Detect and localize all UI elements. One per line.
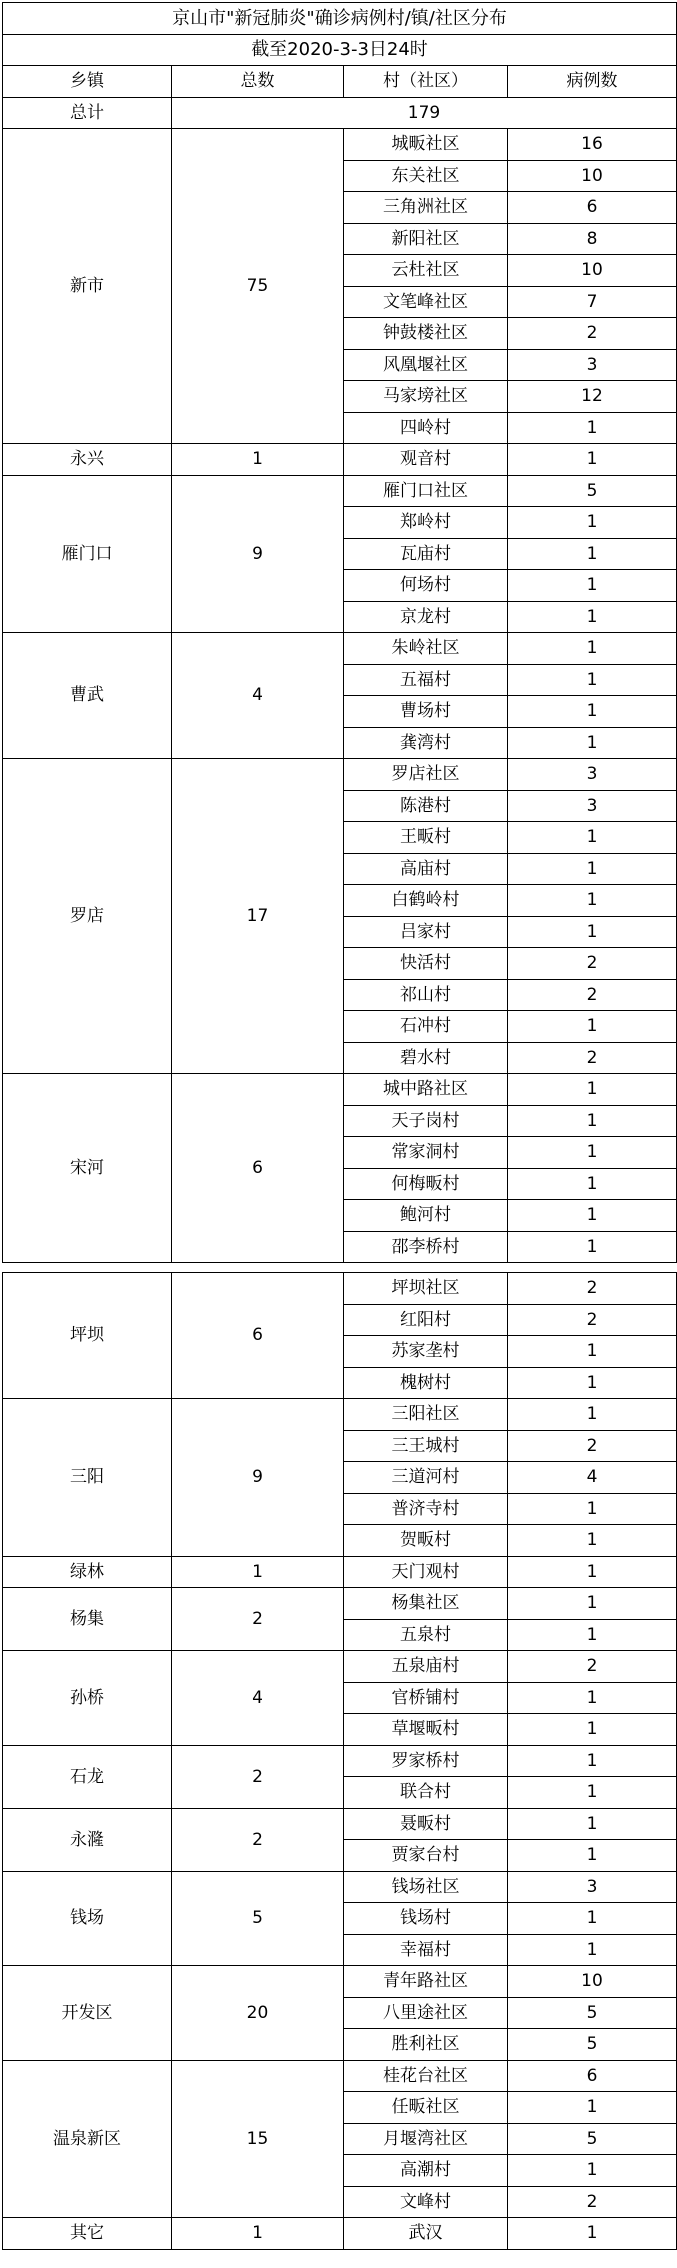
village-name: 月堰湾社区 [343, 2123, 508, 2155]
village-cases: 1 [507, 916, 677, 948]
village-name: 三角洲社区 [343, 191, 508, 224]
village-cases: 7 [507, 286, 677, 318]
village-cases: 2 [507, 979, 677, 1011]
town-name: 杨集 [2, 1587, 172, 1651]
village-name: 城畈社区 [343, 128, 508, 161]
town-name: 孙桥 [2, 1650, 172, 1746]
village-name: 三道河村 [343, 1461, 508, 1494]
village-cases: 1 [507, 853, 677, 885]
village-name: 罗家桥村 [343, 1745, 508, 1777]
village-name: 胜利社区 [343, 2028, 508, 2061]
village-cases: 1 [507, 2217, 677, 2250]
village-cases: 12 [507, 380, 677, 413]
village-cases: 8 [507, 223, 677, 255]
village-cases: 5 [507, 1997, 677, 2029]
village-cases: 1 [507, 1556, 677, 1588]
village-cases: 2 [507, 317, 677, 350]
village-name: 贺畈村 [343, 1524, 508, 1557]
village-cases: 1 [507, 695, 677, 728]
town-name: 永漋 [2, 1808, 172, 1872]
village-name: 普济寺村 [343, 1493, 508, 1525]
village-cases: 2 [507, 1042, 677, 1074]
village-cases: 2 [507, 1650, 677, 1683]
town-total: 6 [171, 1073, 344, 1263]
village-name: 京龙村 [343, 601, 508, 633]
village-cases: 1 [507, 1335, 677, 1368]
town-total: 2 [171, 1587, 344, 1651]
village-cases: 6 [507, 191, 677, 224]
town-total: 1 [171, 2217, 344, 2250]
town-name: 其它 [2, 2217, 172, 2250]
total-label: 总计 [2, 97, 172, 129]
village-name: 五泉庙村 [343, 1650, 508, 1683]
town-total: 6 [171, 1272, 344, 1399]
header-town: 乡镇 [2, 65, 172, 98]
village-name: 杨集社区 [343, 1587, 508, 1620]
village-name: 官桥铺村 [343, 1682, 508, 1714]
village-name: 雁门口社区 [343, 475, 508, 507]
village-name: 碧水村 [343, 1042, 508, 1074]
village-cases: 10 [507, 254, 677, 287]
village-cases: 6 [507, 2060, 677, 2092]
village-cases: 1 [507, 1839, 677, 1872]
village-name: 文笔峰社区 [343, 286, 508, 318]
village-cases: 1 [507, 1524, 677, 1557]
village-cases: 5 [507, 2123, 677, 2155]
village-cases: 1 [507, 506, 677, 539]
village-name: 云杜社区 [343, 254, 508, 287]
village-cases: 1 [507, 1587, 677, 1620]
village-cases: 10 [507, 160, 677, 192]
town-name: 温泉新区 [2, 2060, 172, 2218]
village-cases: 1 [507, 884, 677, 917]
village-cases: 1 [507, 2091, 677, 2124]
village-name: 聂畈村 [343, 1808, 508, 1840]
village-cases: 1 [507, 1199, 677, 1232]
header-total: 总数 [171, 65, 344, 98]
village-cases: 1 [507, 1934, 677, 1966]
village-cases: 10 [507, 1965, 677, 1998]
village-name: 四岭村 [343, 412, 508, 444]
village-name: 观音村 [343, 443, 508, 476]
village-cases: 2 [507, 1304, 677, 1336]
village-name: 钱场村 [343, 1902, 508, 1935]
town-name: 钱场 [2, 1871, 172, 1966]
village-cases: 2 [507, 1272, 677, 1305]
village-cases: 1 [507, 1776, 677, 1809]
village-name: 风凰堰社区 [343, 349, 508, 381]
village-name: 天门观村 [343, 1556, 508, 1588]
village-name: 朱岭社区 [343, 632, 508, 665]
village-cases: 16 [507, 128, 677, 161]
table-subtitle: 截至2020-3-3日24时 [2, 34, 677, 66]
village-cases: 1 [507, 1493, 677, 1525]
village-cases: 1 [507, 1713, 677, 1746]
village-cases: 1 [507, 1808, 677, 1840]
town-total: 4 [171, 632, 344, 759]
town-total: 75 [171, 128, 344, 444]
village-cases: 3 [507, 349, 677, 381]
header-cases: 病例数 [507, 65, 677, 98]
village-cases: 2 [507, 947, 677, 980]
town-total: 1 [171, 1556, 344, 1588]
village-name: 文峰村 [343, 2186, 508, 2218]
village-name: 新阳社区 [343, 223, 508, 255]
village-cases: 1 [507, 1398, 677, 1431]
town-total: 5 [171, 1871, 344, 1966]
village-name: 郑岭村 [343, 506, 508, 539]
village-cases: 1 [507, 632, 677, 665]
village-name: 武汉 [343, 2217, 508, 2250]
village-name: 苏家垄村 [343, 1335, 508, 1368]
village-cases: 1 [507, 412, 677, 444]
village-cases: 5 [507, 475, 677, 507]
village-cases: 5 [507, 2028, 677, 2061]
village-name: 常家洞村 [343, 1136, 508, 1169]
village-name: 高庙村 [343, 853, 508, 885]
town-name: 开发区 [2, 1965, 172, 2061]
village-name: 红阳村 [343, 1304, 508, 1336]
village-cases: 1 [507, 1010, 677, 1043]
village-name: 三王城村 [343, 1430, 508, 1462]
village-name: 吕家村 [343, 916, 508, 948]
village-cases: 3 [507, 1871, 677, 1903]
village-name: 马家塝社区 [343, 380, 508, 413]
village-name: 快活村 [343, 947, 508, 980]
village-cases: 1 [507, 1231, 677, 1263]
village-name: 何场村 [343, 569, 508, 602]
village-name: 钱场社区 [343, 1871, 508, 1903]
village-name: 邵李桥村 [343, 1231, 508, 1263]
village-name: 五福村 [343, 664, 508, 696]
village-name: 八里途社区 [343, 1997, 508, 2029]
village-name: 天子岗村 [343, 1105, 508, 1137]
town-name: 石龙 [2, 1745, 172, 1809]
village-name: 青年路社区 [343, 1965, 508, 1998]
village-name: 任畈社区 [343, 2091, 508, 2124]
village-name: 联合村 [343, 1776, 508, 1809]
town-name: 永兴 [2, 443, 172, 476]
village-name: 曹场村 [343, 695, 508, 728]
village-cases: 1 [507, 727, 677, 759]
town-name: 宋河 [2, 1073, 172, 1263]
village-cases: 2 [507, 2186, 677, 2218]
village-name: 石冲村 [343, 1010, 508, 1043]
village-name: 三阳社区 [343, 1398, 508, 1431]
village-cases: 1 [507, 1619, 677, 1651]
village-name: 高潮村 [343, 2154, 508, 2187]
village-name: 五泉村 [343, 1619, 508, 1651]
village-name: 白鹤岭村 [343, 884, 508, 917]
town-total: 9 [171, 1398, 344, 1557]
village-cases: 1 [507, 664, 677, 696]
village-name: 草堰畈村 [343, 1713, 508, 1746]
town-name: 新市 [2, 128, 172, 444]
town-name: 坪坝 [2, 1272, 172, 1399]
header-village: 村（社区） [343, 65, 508, 98]
village-cases: 1 [507, 601, 677, 633]
village-cases: 1 [507, 1073, 677, 1106]
village-cases: 1 [507, 1105, 677, 1137]
village-cases: 1 [507, 1136, 677, 1169]
town-name: 绿林 [2, 1556, 172, 1588]
village-name: 罗店社区 [343, 758, 508, 791]
town-total: 9 [171, 475, 344, 633]
village-name: 何梅畈村 [343, 1168, 508, 1200]
village-cases: 4 [507, 1461, 677, 1494]
village-cases: 1 [507, 443, 677, 476]
village-cases: 3 [507, 790, 677, 822]
village-name: 王畈村 [343, 821, 508, 854]
town-total: 1 [171, 443, 344, 476]
village-name: 鲍河村 [343, 1199, 508, 1232]
town-total: 2 [171, 1808, 344, 1872]
village-name: 龚湾村 [343, 727, 508, 759]
village-cases: 1 [507, 821, 677, 854]
town-total: 15 [171, 2060, 344, 2218]
village-cases: 1 [507, 2154, 677, 2187]
village-name: 瓦庙村 [343, 538, 508, 570]
village-name: 坪坝社区 [343, 1272, 508, 1305]
village-name: 桂花台社区 [343, 2060, 508, 2092]
village-name: 祁山村 [343, 979, 508, 1011]
village-cases: 1 [507, 1682, 677, 1714]
village-cases: 3 [507, 758, 677, 791]
town-name: 雁门口 [2, 475, 172, 633]
village-name: 幸福村 [343, 1934, 508, 1966]
village-name: 槐树村 [343, 1367, 508, 1399]
village-cases: 1 [507, 569, 677, 602]
village-cases: 1 [507, 538, 677, 570]
town-name: 曹武 [2, 632, 172, 759]
village-cases: 2 [507, 1430, 677, 1462]
town-total: 20 [171, 1965, 344, 2061]
town-total: 4 [171, 1650, 344, 1746]
table-title: 京山市"新冠肺炎"确诊病例村/镇/社区分布 [2, 2, 677, 35]
total-value: 179 [171, 97, 677, 129]
village-name: 贾家台村 [343, 1839, 508, 1872]
village-cases: 1 [507, 1168, 677, 1200]
town-name: 罗店 [2, 758, 172, 1074]
village-cases: 1 [507, 1367, 677, 1399]
village-name: 陈港村 [343, 790, 508, 822]
town-name: 三阳 [2, 1398, 172, 1557]
village-cases: 1 [507, 1745, 677, 1777]
village-name: 钟鼓楼社区 [343, 317, 508, 350]
village-name: 东关社区 [343, 160, 508, 192]
town-total: 17 [171, 758, 344, 1074]
village-cases: 1 [507, 1902, 677, 1935]
town-total: 2 [171, 1745, 344, 1809]
village-name: 城中路社区 [343, 1073, 508, 1106]
